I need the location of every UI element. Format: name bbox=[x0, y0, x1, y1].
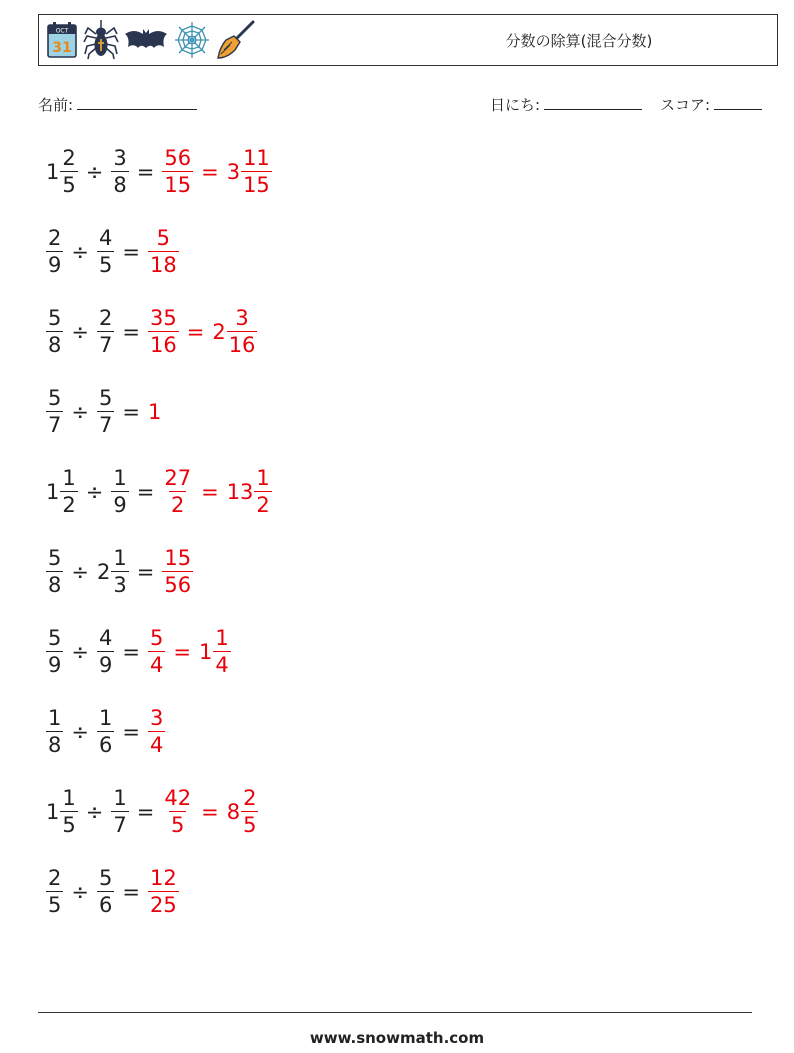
answer bbox=[148, 708, 165, 756]
denominator: 16 bbox=[149, 333, 177, 357]
denominator: 2 bbox=[62, 493, 76, 517]
numerator: 5 bbox=[149, 626, 164, 650]
denominator: 6 bbox=[98, 893, 113, 917]
divisor bbox=[97, 228, 114, 276]
numerator: 42 bbox=[164, 786, 192, 810]
denominator: 8 bbox=[48, 573, 62, 597]
whole-number: 1 bbox=[46, 480, 60, 504]
numerator: 11 bbox=[243, 146, 270, 170]
date-label: 日にち: bbox=[490, 96, 541, 114]
problem-row bbox=[46, 141, 272, 203]
denominator: 2 bbox=[171, 493, 185, 517]
numerator: 3 bbox=[149, 706, 164, 730]
answer bbox=[148, 308, 257, 356]
whole-number: 8 bbox=[226, 800, 241, 824]
fraction bbox=[46, 708, 63, 756]
denominator: 7 bbox=[113, 813, 127, 837]
denominator: 5 bbox=[62, 173, 76, 197]
fraction bbox=[111, 148, 128, 196]
problem-row bbox=[46, 781, 258, 843]
divisor bbox=[111, 148, 128, 196]
fraction bbox=[97, 628, 114, 676]
numerator: 15 bbox=[164, 546, 192, 570]
equals-sign: = bbox=[186, 320, 205, 344]
fraction bbox=[213, 628, 230, 676]
answer bbox=[148, 628, 231, 676]
denominator: 7 bbox=[98, 333, 113, 357]
numerator: 1 bbox=[48, 706, 62, 730]
denominator: 18 bbox=[149, 253, 177, 277]
whole-number: 1 bbox=[198, 640, 213, 664]
numerator: 1 bbox=[98, 706, 113, 730]
numerator: 1 bbox=[62, 786, 76, 810]
denominator: 8 bbox=[48, 333, 62, 357]
numerator: 5 bbox=[48, 386, 62, 410]
bat-icon bbox=[123, 20, 169, 60]
answer-value bbox=[227, 148, 272, 196]
divisor bbox=[97, 388, 114, 436]
divide-sign: ÷ bbox=[85, 160, 104, 184]
fraction bbox=[46, 868, 63, 916]
denominator: 4 bbox=[149, 733, 164, 757]
numerator: 1 bbox=[113, 466, 127, 490]
problem-row bbox=[46, 701, 165, 763]
fraction bbox=[97, 228, 114, 276]
fraction bbox=[97, 388, 114, 436]
equals-sign: = bbox=[136, 480, 155, 504]
numerator: 2 bbox=[243, 786, 257, 810]
problem-row bbox=[46, 861, 179, 923]
whole-number: 2 bbox=[96, 560, 111, 584]
denominator: 5 bbox=[48, 893, 62, 917]
name-field bbox=[38, 94, 197, 115]
whole-number: 13 bbox=[226, 480, 254, 504]
whole-number: 1 bbox=[147, 400, 162, 424]
dividend bbox=[46, 708, 63, 756]
problem-row bbox=[46, 381, 162, 443]
answer bbox=[162, 148, 271, 196]
fraction bbox=[46, 308, 63, 356]
whole-number: 1 bbox=[46, 800, 60, 824]
numerator: 5 bbox=[156, 226, 171, 250]
numerator: 1 bbox=[215, 626, 229, 650]
score-blank bbox=[714, 95, 762, 110]
denominator: 4 bbox=[215, 653, 229, 677]
denominator: 9 bbox=[48, 253, 62, 277]
footer-divider bbox=[38, 1012, 752, 1013]
fraction bbox=[46, 628, 63, 676]
divisor bbox=[97, 868, 114, 916]
numerator: 5 bbox=[48, 306, 62, 330]
calendar-oct-31-icon bbox=[45, 20, 79, 60]
answer-value bbox=[148, 308, 179, 356]
denominator: 8 bbox=[48, 733, 62, 757]
dividend bbox=[46, 548, 63, 596]
divisor bbox=[97, 628, 114, 676]
divide-sign: ÷ bbox=[71, 720, 89, 744]
denominator: 15 bbox=[164, 173, 192, 197]
fraction bbox=[111, 468, 128, 516]
denominator: 4 bbox=[149, 653, 164, 677]
svg-text:OCT: OCT bbox=[55, 27, 69, 35]
fraction bbox=[46, 228, 63, 276]
spider-web-icon bbox=[173, 20, 211, 60]
spider-icon bbox=[83, 20, 119, 60]
problem-row bbox=[46, 541, 193, 603]
numerator: 1 bbox=[113, 546, 127, 570]
fraction bbox=[254, 468, 271, 516]
name-blank bbox=[77, 95, 197, 110]
denominator: 5 bbox=[171, 813, 185, 837]
divisor bbox=[97, 708, 114, 756]
denominator: 2 bbox=[256, 493, 270, 517]
equals-sign: = bbox=[201, 800, 219, 824]
answer-value bbox=[199, 628, 231, 676]
answer-value bbox=[227, 468, 272, 516]
denominator: 8 bbox=[113, 173, 127, 197]
divisor bbox=[111, 788, 128, 836]
fraction bbox=[162, 468, 193, 516]
numerator: 5 bbox=[98, 386, 113, 410]
svg-text:31: 31 bbox=[52, 40, 72, 56]
fraction bbox=[97, 708, 114, 756]
divide-sign: ÷ bbox=[71, 400, 89, 424]
numerator: 5 bbox=[48, 626, 62, 650]
divide-sign: ÷ bbox=[71, 560, 89, 584]
problem-row bbox=[46, 461, 272, 523]
numerator: 1 bbox=[62, 466, 76, 490]
denominator: 7 bbox=[98, 413, 113, 437]
fraction bbox=[46, 548, 63, 596]
divide-sign: ÷ bbox=[71, 320, 89, 344]
fraction bbox=[241, 148, 272, 196]
answer bbox=[162, 548, 193, 596]
answer bbox=[162, 788, 258, 836]
worksheet-header bbox=[38, 14, 778, 66]
denominator: 9 bbox=[48, 653, 62, 677]
equals-sign: = bbox=[201, 480, 219, 504]
numerator: 27 bbox=[164, 466, 192, 490]
fraction bbox=[148, 228, 179, 276]
date-field bbox=[490, 94, 642, 115]
answer bbox=[148, 228, 179, 276]
dividend bbox=[46, 868, 63, 916]
answer-value bbox=[162, 548, 193, 596]
equals-sign: = bbox=[201, 160, 219, 184]
numerator: 4 bbox=[98, 626, 113, 650]
fraction bbox=[241, 788, 258, 836]
divide-sign: ÷ bbox=[85, 480, 104, 504]
numerator: 35 bbox=[149, 306, 177, 330]
fraction bbox=[97, 308, 114, 356]
score-field bbox=[660, 94, 762, 115]
numerator: 12 bbox=[149, 866, 177, 890]
equals-sign: = bbox=[122, 400, 140, 424]
dividend bbox=[46, 148, 78, 196]
problem-row bbox=[46, 221, 179, 283]
denominator: 15 bbox=[243, 173, 270, 197]
problem-row bbox=[46, 621, 231, 683]
whole-number: 1 bbox=[46, 160, 60, 184]
fraction bbox=[148, 308, 179, 356]
answer-value bbox=[212, 308, 257, 356]
broom-icon bbox=[215, 20, 257, 60]
equals-sign: = bbox=[122, 720, 140, 744]
dividend bbox=[46, 228, 63, 276]
denominator: 56 bbox=[164, 573, 192, 597]
fraction bbox=[148, 708, 165, 756]
numerator: 5 bbox=[48, 546, 62, 570]
answer-value bbox=[148, 228, 179, 276]
fraction bbox=[162, 548, 193, 596]
answer-value bbox=[162, 148, 193, 196]
numerator: 2 bbox=[98, 306, 113, 330]
answer-value bbox=[162, 468, 193, 516]
numerator: 3 bbox=[235, 306, 249, 330]
equals-sign: = bbox=[136, 800, 155, 824]
answer-value bbox=[148, 400, 162, 424]
answer bbox=[148, 400, 162, 424]
answer-value bbox=[148, 868, 179, 916]
denominator: 9 bbox=[98, 653, 113, 677]
dividend bbox=[46, 388, 63, 436]
answer-value bbox=[148, 628, 165, 676]
equals-sign: = bbox=[122, 320, 140, 344]
fraction bbox=[162, 148, 193, 196]
date-blank bbox=[544, 95, 642, 110]
denominator: 7 bbox=[48, 413, 62, 437]
fraction bbox=[148, 628, 165, 676]
divide-sign: ÷ bbox=[71, 880, 89, 904]
divisor bbox=[97, 548, 129, 596]
fraction bbox=[162, 788, 193, 836]
numerator: 56 bbox=[164, 146, 192, 170]
numerator: 2 bbox=[48, 866, 62, 890]
answer bbox=[162, 468, 271, 516]
fraction bbox=[60, 468, 77, 516]
denominator: 6 bbox=[98, 733, 113, 757]
fraction bbox=[227, 308, 258, 356]
answer-value bbox=[162, 788, 193, 836]
dividend bbox=[46, 308, 63, 356]
numerator: 4 bbox=[98, 226, 113, 250]
equals-sign: = bbox=[122, 240, 140, 264]
dividend bbox=[46, 628, 63, 676]
name-label: 名前: bbox=[38, 96, 74, 114]
worksheet-title: 分数の除算(混合分数) bbox=[505, 32, 653, 50]
numerator: 2 bbox=[62, 146, 76, 170]
equals-sign: = bbox=[122, 880, 140, 904]
denominator: 16 bbox=[228, 333, 256, 357]
divisor bbox=[97, 308, 114, 356]
denominator: 5 bbox=[98, 253, 113, 277]
denominator: 25 bbox=[149, 893, 177, 917]
fraction bbox=[97, 868, 114, 916]
answer-value bbox=[227, 788, 259, 836]
answer bbox=[148, 868, 179, 916]
footer-url: www.snowmath.com bbox=[309, 1029, 485, 1047]
problem-row bbox=[46, 301, 257, 363]
numerator: 2 bbox=[48, 226, 62, 250]
numerator: 3 bbox=[113, 146, 127, 170]
divide-sign: ÷ bbox=[71, 240, 89, 264]
denominator: 5 bbox=[243, 813, 257, 837]
denominator: 9 bbox=[113, 493, 127, 517]
answer-value bbox=[148, 708, 165, 756]
fraction bbox=[60, 148, 77, 196]
divisor bbox=[111, 468, 128, 516]
numerator: 5 bbox=[98, 866, 113, 890]
denominator: 5 bbox=[62, 813, 76, 837]
fraction bbox=[111, 548, 128, 596]
whole-number: 2 bbox=[212, 320, 226, 344]
header-icons bbox=[45, 20, 257, 60]
equals-sign: = bbox=[136, 160, 155, 184]
divide-sign: ÷ bbox=[85, 800, 104, 824]
dividend bbox=[46, 468, 78, 516]
numerator: 1 bbox=[256, 466, 270, 490]
equals-sign: = bbox=[122, 640, 140, 664]
fraction bbox=[60, 788, 77, 836]
fraction bbox=[111, 788, 128, 836]
score-label: スコア: bbox=[660, 96, 711, 114]
divide-sign: ÷ bbox=[71, 640, 89, 664]
numerator: 1 bbox=[113, 786, 127, 810]
equals-sign: = bbox=[173, 640, 191, 664]
fraction bbox=[148, 868, 179, 916]
dividend bbox=[46, 788, 78, 836]
equals-sign: = bbox=[136, 560, 155, 584]
fraction bbox=[46, 388, 63, 436]
whole-number: 3 bbox=[226, 160, 241, 184]
denominator: 3 bbox=[113, 573, 127, 597]
